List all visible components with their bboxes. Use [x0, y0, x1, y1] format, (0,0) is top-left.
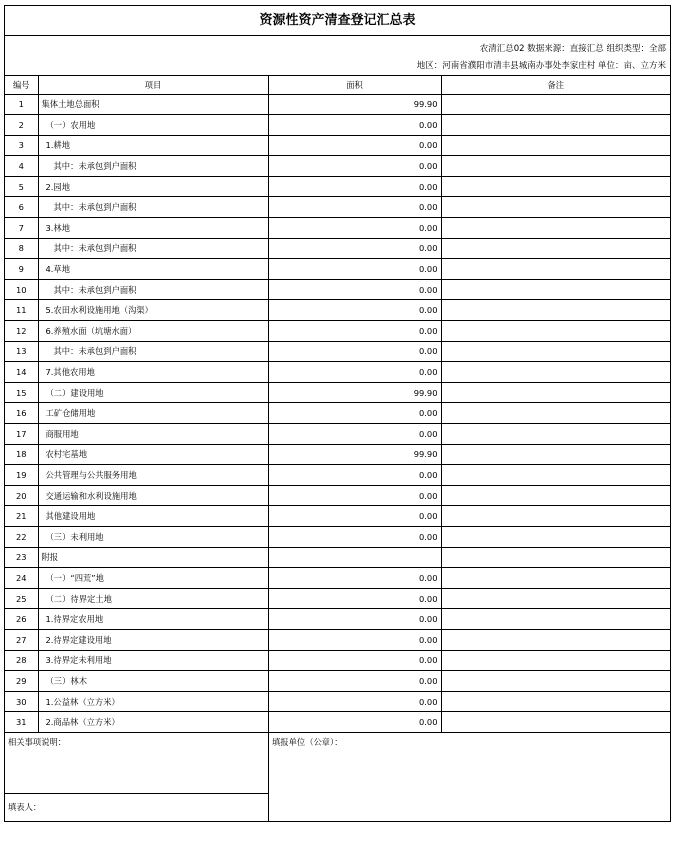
- unit-label: 填报单位（公章）：: [272, 736, 343, 747]
- report-meta-region: 地区：河南省濮阳市清丰县城南办事处李家庄村 单位：亩、立方米: [5, 58, 670, 76]
- row-item: 1.待界定农用地: [38, 609, 268, 630]
- notes-section: [5, 733, 269, 821]
- row-note: [441, 238, 670, 259]
- row-no: 25: [5, 588, 38, 609]
- row-no: 12: [5, 321, 38, 342]
- table-row: [5, 403, 670, 424]
- row-no: 22: [5, 526, 38, 547]
- table-row: [5, 115, 670, 136]
- row-item: 其中：未承包到户面积: [38, 238, 268, 259]
- table-row: [5, 341, 670, 362]
- row-no: 18: [5, 444, 38, 465]
- row-item: 4.草地: [38, 259, 268, 280]
- table-row: [5, 568, 670, 589]
- row-area: 0.00: [268, 300, 441, 321]
- table-row: [5, 382, 670, 403]
- table-row: [5, 588, 670, 609]
- row-note: [441, 671, 670, 692]
- row-area: [268, 547, 441, 568]
- row-item: 其他建设用地: [38, 506, 268, 527]
- row-note: [441, 259, 670, 280]
- row-area: 0.00: [268, 218, 441, 239]
- table-footer: [5, 733, 670, 821]
- table-row: [5, 424, 670, 445]
- row-area: 0.00: [268, 197, 441, 218]
- row-no: 24: [5, 568, 38, 589]
- row-note: [441, 403, 670, 424]
- table-row: [5, 671, 670, 692]
- row-note: [441, 506, 670, 527]
- row-item: 农村宅基地: [38, 444, 268, 465]
- table-row: [5, 218, 670, 239]
- row-no: 28: [5, 650, 38, 671]
- row-note: [441, 94, 670, 115]
- table-row: [5, 465, 670, 486]
- row-note: [441, 197, 670, 218]
- row-no: 4: [5, 156, 38, 177]
- row-no: 31: [5, 712, 38, 733]
- table-row: [5, 279, 670, 300]
- unit-section: [269, 733, 670, 821]
- row-item: 其中：未承包到户面积: [38, 156, 268, 177]
- table-row: [5, 526, 670, 547]
- row-no: 1: [5, 94, 38, 115]
- row-note: [441, 300, 670, 321]
- row-item: 其中：未承包到户面积: [38, 341, 268, 362]
- row-no: 30: [5, 691, 38, 712]
- table-row: [5, 547, 670, 568]
- table-row: [5, 712, 670, 733]
- row-no: 17: [5, 424, 38, 445]
- row-note: [441, 362, 670, 383]
- row-no: 14: [5, 362, 38, 383]
- row-no: 7: [5, 218, 38, 239]
- row-area: 0.00: [268, 588, 441, 609]
- table-row: [5, 485, 670, 506]
- row-note: [441, 444, 670, 465]
- table-header-row: [5, 76, 670, 94]
- row-item: 6.养殖水面（坑塘水面）: [38, 321, 268, 342]
- table-row: [5, 94, 670, 115]
- table-row: [5, 321, 670, 342]
- row-item: （三）未利用地: [38, 526, 268, 547]
- row-area: 0.00: [268, 135, 441, 156]
- row-item: 其中：未承包到户面积: [38, 197, 268, 218]
- row-no: 8: [5, 238, 38, 259]
- row-area: 0.00: [268, 629, 441, 650]
- row-area: 0.00: [268, 341, 441, 362]
- row-area: 0.00: [268, 609, 441, 630]
- row-note: [441, 691, 670, 712]
- row-area: 0.00: [268, 691, 441, 712]
- row-no: 19: [5, 465, 38, 486]
- row-item: （一）“四荒”地: [38, 568, 268, 589]
- table-row: [5, 300, 670, 321]
- row-item: 7.其他农用地: [38, 362, 268, 383]
- row-item: （二）待界定土地: [38, 588, 268, 609]
- table-row: [5, 197, 670, 218]
- row-no: 23: [5, 547, 38, 568]
- row-area: 0.00: [268, 568, 441, 589]
- row-no: 11: [5, 300, 38, 321]
- asset-table: [5, 76, 670, 733]
- row-note: [441, 547, 670, 568]
- table-row: [5, 176, 670, 197]
- row-item: （三）林木: [38, 671, 268, 692]
- header-item: 项目: [38, 76, 268, 94]
- row-no: 16: [5, 403, 38, 424]
- row-area: 99.90: [268, 382, 441, 403]
- row-area: 0.00: [268, 465, 441, 486]
- row-area: 0.00: [268, 650, 441, 671]
- table-row: [5, 650, 670, 671]
- table-row: [5, 629, 670, 650]
- summary-sheet: [4, 5, 671, 822]
- row-item: 3.林地: [38, 218, 268, 239]
- row-item: 工矿仓储用地: [38, 403, 268, 424]
- row-item: 1.公益林（立方米）: [38, 691, 268, 712]
- row-note: [441, 279, 670, 300]
- row-no: 26: [5, 609, 38, 630]
- row-area: 0.00: [268, 259, 441, 280]
- row-no: 6: [5, 197, 38, 218]
- row-note: [441, 156, 670, 177]
- notes-label: 相关事项说明：: [8, 736, 67, 747]
- header-no: 编号: [5, 76, 38, 94]
- row-item: 3.待界定未利用地: [38, 650, 268, 671]
- row-area: 0.00: [268, 321, 441, 342]
- row-item: 2.园地: [38, 176, 268, 197]
- row-no: 10: [5, 279, 38, 300]
- row-no: 21: [5, 506, 38, 527]
- row-item: 公共管理与公共服务用地: [38, 465, 268, 486]
- row-area: 99.90: [268, 94, 441, 115]
- row-no: 20: [5, 485, 38, 506]
- row-item: 交通运输和水利设施用地: [38, 485, 268, 506]
- row-item: 2.待界定建设用地: [38, 629, 268, 650]
- row-area: 0.00: [268, 156, 441, 177]
- table-row: [5, 609, 670, 630]
- table-row: [5, 444, 670, 465]
- report-meta-source: 农清汇总02 数据来源：直接汇总 组织类型：全部: [479, 44, 666, 54]
- row-note: [441, 135, 670, 156]
- row-area: 0.00: [268, 712, 441, 733]
- row-item: 附报: [38, 547, 268, 568]
- row-note: [441, 712, 670, 733]
- row-note: [441, 218, 670, 239]
- row-note: [441, 650, 670, 671]
- row-note: [441, 424, 670, 445]
- filler-label: 填表人：: [8, 801, 42, 812]
- row-item: 5.农田水利设施用地（沟渠）: [38, 300, 268, 321]
- row-note: [441, 588, 670, 609]
- row-no: 3: [5, 135, 38, 156]
- row-no: 15: [5, 382, 38, 403]
- row-area: 0.00: [268, 424, 441, 445]
- row-area: 0.00: [268, 362, 441, 383]
- row-item: 其中：未承包到户面积: [38, 279, 268, 300]
- row-note: [441, 382, 670, 403]
- row-item: （一）农用地: [38, 115, 268, 136]
- page-title: 资源性资产清查登记汇总表: [5, 6, 670, 36]
- row-note: [441, 465, 670, 486]
- row-no: 9: [5, 259, 38, 280]
- row-no: 2: [5, 115, 38, 136]
- table-row: [5, 238, 670, 259]
- table-row: [5, 362, 670, 383]
- table-row: [5, 135, 670, 156]
- row-area: 0.00: [268, 485, 441, 506]
- row-note: [441, 629, 670, 650]
- row-note: [441, 176, 670, 197]
- row-note: [441, 321, 670, 342]
- table-row: [5, 506, 670, 527]
- row-area: 0.00: [268, 403, 441, 424]
- table-row: [5, 691, 670, 712]
- row-item: 1.耕地: [38, 135, 268, 156]
- row-area: 0.00: [268, 238, 441, 259]
- row-no: 29: [5, 671, 38, 692]
- row-area: 0.00: [268, 115, 441, 136]
- row-area: 0.00: [268, 176, 441, 197]
- row-item: 2.商品林（立方米）: [38, 712, 268, 733]
- row-no: 27: [5, 629, 38, 650]
- row-no: 5: [5, 176, 38, 197]
- table-row: [5, 156, 670, 177]
- row-area: 0.00: [268, 526, 441, 547]
- row-no: 13: [5, 341, 38, 362]
- row-area: 99.90: [268, 444, 441, 465]
- row-area: 0.00: [268, 671, 441, 692]
- row-note: [441, 115, 670, 136]
- row-item: 集体土地总面积: [38, 94, 268, 115]
- row-item: 商服用地: [38, 424, 268, 445]
- row-note: [441, 609, 670, 630]
- row-note: [441, 568, 670, 589]
- row-note: [441, 341, 670, 362]
- table-row: [5, 259, 670, 280]
- row-area: 0.00: [268, 506, 441, 527]
- header-note: 备注: [441, 76, 670, 94]
- row-area: 0.00: [268, 279, 441, 300]
- row-note: [441, 485, 670, 506]
- row-note: [441, 526, 670, 547]
- row-item: （二）建设用地: [38, 382, 268, 403]
- header-area: 面积: [268, 76, 441, 94]
